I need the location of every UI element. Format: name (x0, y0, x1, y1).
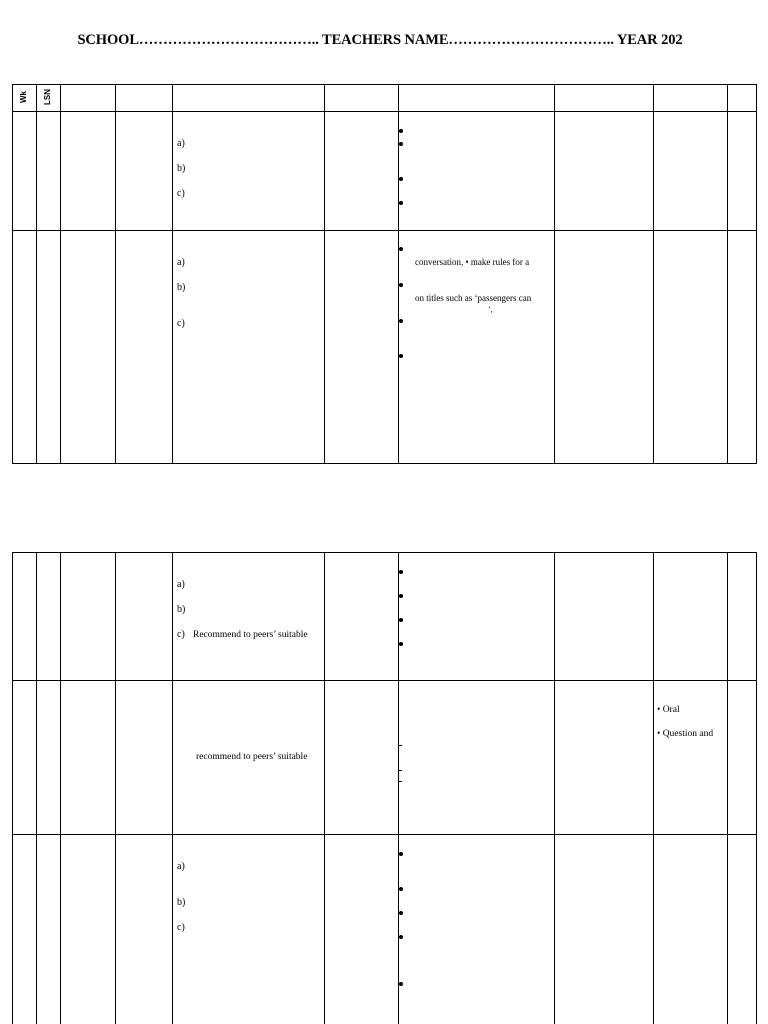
table2-col-line (398, 552, 399, 1024)
objective-item-c: c) (177, 188, 185, 199)
table2-row-divider (12, 834, 757, 835)
objective-item-a: a) (177, 579, 185, 590)
week-column-header: Wk (19, 91, 28, 103)
table2-col-line (115, 552, 116, 1024)
table2-col-line (324, 552, 325, 1024)
bullet-icon (399, 618, 403, 622)
assessment-item: • Question and (657, 729, 714, 739)
bullet-icon (399, 594, 403, 598)
table2-top-border (12, 552, 757, 553)
objective-item-a: a) (177, 861, 185, 872)
year-field: YEAR 202 (616, 32, 683, 48)
lesson-column-header: LSN (43, 89, 52, 105)
objective-item-a: a) (177, 257, 185, 268)
objective-item-a: a) (177, 138, 185, 149)
dash-mark (398, 770, 402, 771)
bullet-icon (399, 570, 403, 574)
school-field: SCHOOL……………………………….. (77, 32, 323, 48)
objective-item-b: b) (177, 163, 186, 174)
objective-item-b: b) (177, 897, 186, 908)
bullet-icon (399, 642, 403, 646)
dash-mark (398, 745, 402, 746)
objective-text: recommend to peers’ suitable (196, 752, 308, 762)
learning-activity-text: conversation, • make rules for a (415, 257, 530, 267)
table2-col-line (756, 552, 757, 1024)
table2-col-line (172, 552, 173, 1024)
table2-row-divider (12, 680, 757, 681)
table2-col-line (12, 552, 13, 1024)
bullet-icon (399, 852, 403, 856)
objective-item-c-text: Recommend to peers’ suitable (193, 630, 308, 640)
quote-mark: ’, (488, 305, 493, 314)
table2-col-line (554, 552, 555, 1024)
objective-item-c: c) (177, 629, 185, 640)
bullet-icon (399, 887, 403, 891)
bullet-icon (399, 911, 403, 915)
table2-col-line (36, 552, 37, 1024)
table2-col-line (727, 552, 728, 1024)
teacher-name-field: TEACHERS NAME…………………………….. (322, 32, 617, 48)
learning-activity-text: on titles such as ‘passengers can (415, 293, 532, 303)
bullet-icon (399, 982, 403, 986)
objective-item-b: b) (177, 604, 186, 615)
table2-col-line (653, 552, 654, 1024)
assessment-item: • Oral (657, 705, 680, 715)
objective-item-c: c) (177, 318, 185, 329)
table2-col-line (60, 552, 61, 1024)
objective-item-c: c) (177, 922, 185, 933)
objective-item-b: b) (177, 282, 186, 293)
dash-mark (398, 781, 402, 782)
bullet-icon (399, 935, 403, 939)
